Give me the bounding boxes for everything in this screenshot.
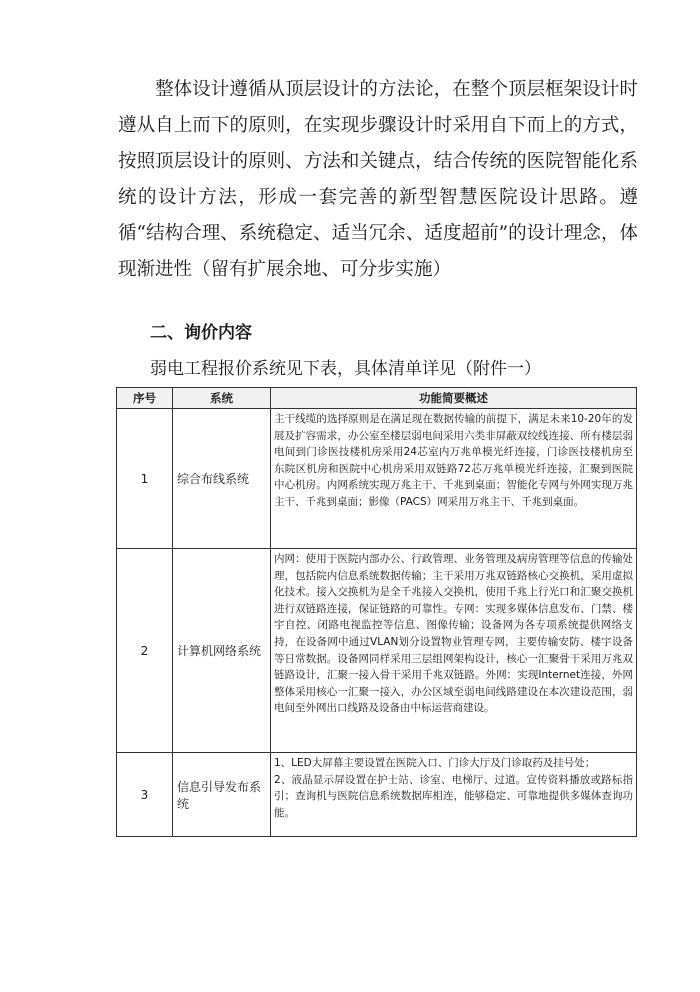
row-function	[271, 753, 637, 837]
table-intro-text: 弱电工程报价系统见下表，具体清单详见（附件一）	[150, 359, 541, 379]
row-system: 计算机网络系统	[173, 549, 271, 753]
table-row	[117, 549, 637, 753]
table-row	[117, 753, 637, 837]
row-function	[271, 549, 637, 753]
row-system: 综合布线系统	[173, 409, 271, 549]
row-no: 2	[117, 549, 173, 753]
header-system: 系统	[173, 388, 271, 409]
function-line: 内网：使用于医院内部办公、行政管理、业务管理及病房管理等信息的传输处理，包括院内信息系统数据传输；主干采用万兆双链路核心交换机，采用虚拟化技术。接入交换机为是全千兆接入交换机，使用千兆上行光口和汇聚交换机进行双链路连接，保证链路的可靠性。专网：实现多媒体信息发布、门禁、楼宇自控、闭路电视监控等信息、图像传输；设备网为各专项系统提供网络支持，在设备网中通过VLAN划分设置物业管理专网，主要传输安防、楼宇设备等日常数据。设备网同样采用三层组网架构设计，核心一汇聚骨干采用万兆双链路设计，汇聚一接入骨干采用千兆双链路。外网：实现Internet连接，外网整体采用核心一汇聚一接入，办公区域至弱电间线路建设在本次建设范围，弱电间至外网出口线路及设备由中标运营商建设。	[274, 553, 633, 715]
row-no: 3	[117, 753, 173, 837]
function-line: 主干线缆的选择原则是在满足现在数据传输的前提下，满足未来10-20年的发展及扩容需求，办公室至楼层弱电间采用六类非屏蔽双绞线连接、所有楼层弱电间到门诊医技楼机房采用24芯室内万兆单模光纤连接，门诊医技楼机房至东院区机房和医院中心机房采用双链路72芯万兆单模光纤连接，汇聚到医院中心机房。内网系统实现万兆主干、千兆到桌面；智能化专网与外网实现万兆主干、千兆到桌面；影像（PACS）网采用万兆主干、千兆到桌面。	[274, 413, 633, 508]
table-row	[117, 409, 637, 549]
header-no: 序号	[117, 388, 173, 409]
header-function: 功能简要概述	[271, 388, 637, 409]
quotation-system-table	[116, 387, 637, 837]
intro-text: 整体设计遵循从顶层设计的方法论，在整个顶层框架设计时遵从自上而下的原则，在实现步骤设计时采用自下而上的方式，按照顶层设计的原则、方法和关键点，结合传统的医院智能化系统的设计方法，形成一套完善的新型智慧医院设计思路。遵循“结构合理、系统稳定、适当冗余、适度超前”的设计理念，体现渐进性（留有扩展余地、可分步实施）	[118, 79, 638, 280]
intro-paragraph	[118, 72, 638, 288]
table-header-row	[117, 388, 637, 409]
section-heading: 二、询价内容	[150, 323, 252, 343]
row-system: 信息引导发布系统	[173, 753, 271, 837]
function-line: 2、液晶显示屏设置在护士站、诊室、电梯厅、过道。宣传资料播放或路标指引；查询机与医院信息系统数据库相连，能够稳定、可靠地提供多媒体查询功能。	[274, 773, 633, 819]
row-function	[271, 409, 637, 549]
row-no: 1	[117, 409, 173, 549]
function-line: 1、LED大屏幕主要设置在医院入口、门诊大厅及门诊取药及挂号处；	[274, 757, 596, 769]
